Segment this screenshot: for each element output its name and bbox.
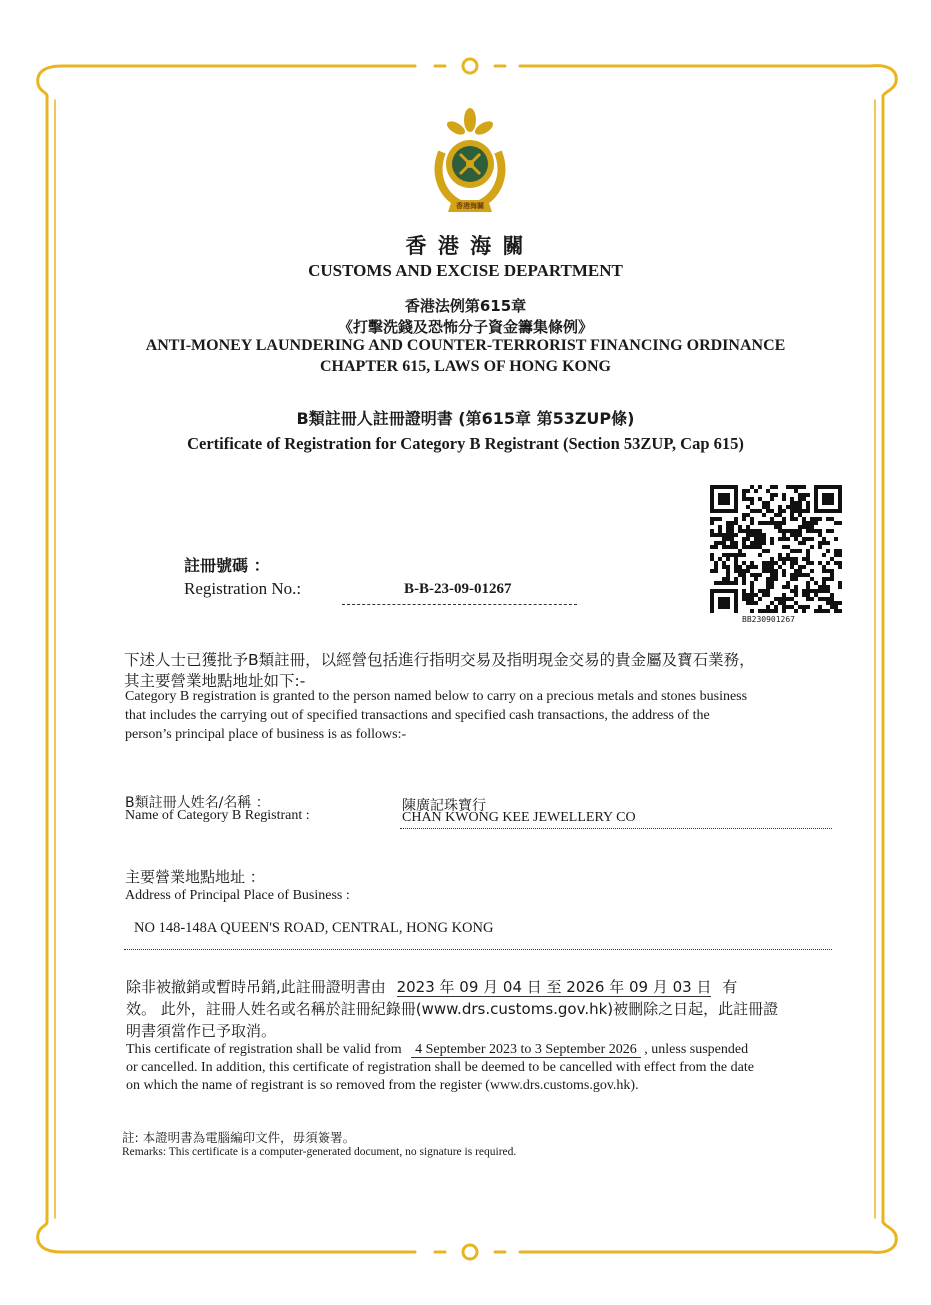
qr-code-caption: BB230901267	[742, 615, 795, 624]
certificate-title-english: Certificate of Registration for Category B Registrant (Section 53ZUP, Cap 615)	[187, 434, 744, 453]
validity-english-suffix: , unless suspended	[644, 1042, 749, 1057]
address-value: NO 148-148A QUEEN'S ROAD, CENTRAL, HONG KONG	[134, 920, 494, 936]
registrant-name-chinese: 陳廣記珠寶行	[402, 798, 486, 814]
validity-english-line2: or cancelled. In addition, this certificate of registration shall be deemed to be cancelled with effect from the date	[126, 1060, 754, 1075]
registration-number: B-B-23-09-01267	[404, 581, 512, 597]
remarks-english: Remarks: This certificate is a computer-generated document, no signature is required.	[122, 1146, 517, 1158]
validity-chinese-line3: 明書須當作已予取消。	[126, 1022, 277, 1040]
validity-english-dates: 4 September 2023 to 3 September 2026	[411, 1042, 641, 1058]
registration-number-underline	[342, 603, 577, 605]
ordinance-chapter-chinese: 香港法例第615章	[404, 297, 527, 315]
grant-text-english-line1: Category B registration is granted to the person named below to carry on a precious metals and stones business	[125, 689, 748, 704]
registrant-label-chinese: B類註冊人姓名/名稱 ：	[125, 795, 270, 811]
registrant-name-underline	[400, 827, 832, 829]
qr-code	[710, 485, 842, 613]
validity-chinese-line2: 效。 此外，註冊人姓名或名稱於註冊紀錄冊(www.drs.customs.gov.hk)被刪除之日起，此註冊證	[126, 1000, 779, 1018]
grant-text-english-line3: person’s principal place of business is as follows:-	[125, 727, 407, 742]
registration-label-english: Registration No.:	[184, 579, 302, 598]
registrant-label-english: Name of Category B Registrant :	[125, 808, 310, 823]
validity-english-line1	[126, 1042, 748, 1058]
validity-chinese-prefix: 除非被撤銷或暫時吊銷,此註冊證明書由	[126, 978, 386, 996]
ordinance-title-chinese: 《打擊洗錢及恐怖分子資金籌集條例》	[337, 318, 593, 336]
dept-name-chinese: 香 港 海 關	[405, 234, 526, 258]
dept-name-english: CUSTOMS AND EXCISE DEPARTMENT	[308, 261, 623, 280]
validity-chinese-dates: 2023 年 09 月 04 日 至 2026 年 09 月 03 日	[396, 978, 712, 996]
validity-chinese-line1	[126, 976, 737, 997]
customs-emblem	[420, 102, 520, 220]
certificate-title-chinese: B類註冊人註冊證明書 (第615章 第53ZUP條)	[296, 409, 635, 428]
grant-text-english-line2: that includes the carrying out of specified transactions and specified cash transactions, the address of the	[125, 708, 710, 723]
emblem-ribbon-text: 香港海關	[456, 202, 484, 210]
validity-chinese-suffix: 有	[722, 978, 738, 996]
address-label-chinese: 主要營業地點地址 ：	[125, 868, 265, 886]
validity-english-prefix: This certificate of registration shall be valid from	[126, 1042, 402, 1057]
grant-text-chinese-line1: 下述人士已獲批予B類註冊，以經營包括進行指明交易及指明現金交易的貴金屬及寶石業務，	[124, 651, 755, 669]
remarks-chinese: 註: 本證明書為電腦編印文件，毋須簽署。	[122, 1130, 356, 1145]
grant-text-chinese-line2: 其主要營業地點地址如下:-	[124, 672, 306, 690]
ordinance-title-english: ANTI-MONEY LAUNDERING AND COUNTER-TERRORIST FINANCING ORDINANCE	[145, 337, 786, 354]
ordinance-chapter-english: CHAPTER 615, LAWS OF HONG KONG	[320, 358, 611, 375]
validity-english-line3: on which the name of registrant is so removed from the register (www.drs.customs.gov.hk).	[126, 1078, 639, 1093]
registrant-name-english: CHAN KWONG KEE JEWELLERY CO	[402, 810, 636, 825]
address-label-english: Address of Principal Place of Business :	[125, 888, 350, 903]
address-underline	[124, 948, 832, 950]
registration-label-chinese: 註冊號碼 ：	[184, 556, 270, 575]
